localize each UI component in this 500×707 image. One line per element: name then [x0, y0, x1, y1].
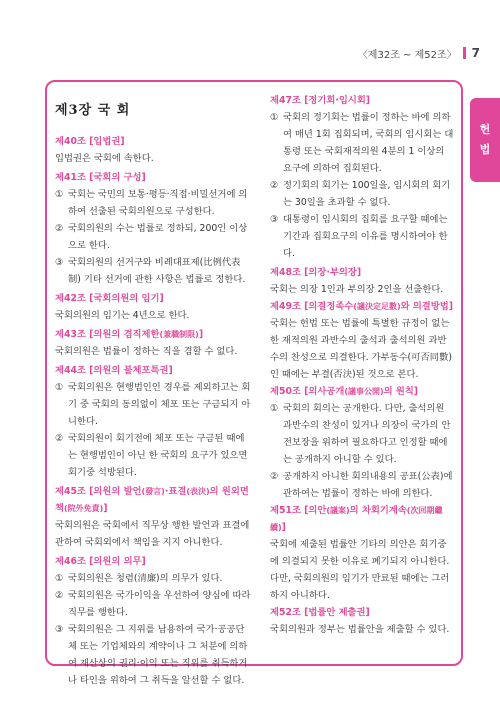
hanja-annotation: (議決定足數)	[353, 302, 401, 311]
article-range: 〈제32조 ~ 제52조〉	[357, 49, 457, 61]
section-tab-label-1: 헌	[479, 123, 491, 136]
clause	[55, 621, 252, 689]
clause-number: ①	[270, 112, 279, 123]
article-title: 제46조 [의원의 의무]	[55, 556, 146, 567]
article-title: 제48조 [의장·부의장]	[270, 267, 362, 278]
hanja-annotation: (發言)	[141, 487, 165, 496]
article-title-part: ·표결	[164, 486, 187, 497]
clause-number: ②	[270, 471, 279, 482]
clause	[270, 468, 454, 502]
clause-text: 국회의 정기회는 법률이 정하는 바에 의하여 매년 1회 집회되며, 국회의 임시회는 대통령 또는 국회재적의원 4분의 1 이상의 요구에 의하여 집회된다.	[283, 112, 454, 174]
chapter-title: 제3장 국 회	[55, 103, 131, 118]
clause	[55, 430, 252, 481]
clause-number: ③	[55, 624, 64, 635]
header-divider	[463, 47, 466, 59]
article-title	[270, 502, 454, 536]
clause	[270, 211, 454, 262]
article-title-end: ]	[198, 329, 204, 340]
article-title: 제41조 [국회의 구성]	[55, 172, 146, 183]
clause-text: 정기회의 회기는 100일을, 임시회의 회기는 30일을 초과할 수 없다.	[283, 180, 451, 208]
article-title-part: 의 차회기계속	[349, 505, 407, 516]
clause-number: ①	[55, 189, 64, 200]
article-title-end: 와 의결방법]	[400, 301, 453, 312]
clause	[270, 400, 454, 468]
article-title	[55, 326, 252, 343]
article-title-main: 제50조 [의사공개	[270, 386, 345, 397]
clause	[270, 109, 454, 177]
clause-number: ③	[55, 257, 64, 268]
article-body: 국회는 헌법 또는 법률에 특별한 규정이 없는 한 재적의원 과반수의 출석과 출석의원 과반수의 찬성으로 의결한다. 가부동수(可否同數)인 때에는 부결(否決)된 것으로 본다.	[270, 318, 452, 380]
clause	[55, 220, 252, 254]
hanja-annotation: (院外免責)	[63, 504, 104, 513]
clause-number: ②	[55, 590, 64, 601]
article-body: 국회의원은 국회에서 직무상 행한 발언과 표결에 관하여 국회외에서 책임을 지지 아니한다.	[55, 520, 250, 548]
article-title-main: 제49조 [의결정족수	[270, 301, 354, 312]
article-body: 국회의원의 임기는 4년으로 한다.	[55, 310, 190, 321]
article-title: 제47조 [정기회·임시회]	[270, 95, 371, 106]
clause-text: 국회의원은 현행범인인 경우를 제외하고는 회기 중 국회의 동의없이 체포 또는 구금되지 아니한다.	[68, 382, 251, 427]
clause-text: 공개하지 아니한 회의내용의 공표(公表)에 관하여는 법률이 정하는 바에 의한다.	[283, 471, 453, 499]
hanja-annotation: (議事公開)	[344, 387, 384, 396]
clause	[55, 254, 252, 288]
clause-text: 국회의원은 그 지위를 남용하여 국가·공공단체 또는 기업체와의 계약이나 그 처분에 의하여 재산상의 권리·이익 또는 직위를 취득하거나 타인을 위하여 그 취득을 알선할 수 없다.	[68, 624, 248, 686]
clause-number: ①	[55, 382, 64, 393]
left-column	[55, 92, 252, 689]
article-title	[270, 298, 454, 315]
clause-text: 국회의원이 회기전에 체포 또는 구금된 때에는 현행범인이 아닌 한 국회의 요구가 있으면 회기중 석방된다.	[68, 433, 248, 478]
article-title: 제40조 [입법권]	[55, 136, 125, 147]
article-title: 제44조 [의원의 불체포특권]	[55, 365, 173, 376]
clause-number: ②	[55, 223, 64, 234]
clause-number: ①	[55, 573, 64, 584]
clause-text: 국회의원은 청렴(清廉)의 의무가 있다.	[68, 573, 223, 584]
article-body: 국회는 의장 1인과 부의장 2인을 선출한다.	[270, 284, 444, 295]
clause	[55, 570, 252, 587]
clause-number: ②	[55, 433, 64, 444]
clause-number: ②	[270, 180, 279, 191]
article-title	[55, 483, 252, 517]
clause-text: 국회의 회의는 공개한다. 다만, 출석의원 과반수의 찬성이 있거나 의장이 국가의 안전보장을 위하여 필요하다고 인정할 때에는 공개하지 아니할 수 있다.	[283, 403, 451, 465]
article-title-main: 제45조 [의원의 발언	[55, 486, 142, 497]
section-tab-label-2: 법	[479, 143, 491, 156]
clause	[270, 177, 454, 211]
clause	[55, 186, 252, 220]
article-title-main: 제51조 [의안	[270, 505, 327, 516]
article-body: 국회에 제출된 법률안 기타의 의안은 회기중에 의결되지 못한 이유로 폐기되지 아니한다. 다만, 국회의원의 임기가 만료된 때에는 그러하지 아니하다.	[270, 539, 450, 601]
clause-text: 국회의원의 선거구와 비례대표제(比例代表制) 기타 선거에 관한 사항은 법률로 정한다.	[68, 257, 246, 285]
article-body: 국회의원은 법률이 정하는 직을 겸할 수 없다.	[55, 346, 238, 357]
article-title-end: ]	[281, 522, 286, 533]
article-body: 입법권은 국회에 속한다.	[55, 153, 154, 164]
hanja-annotation: (兼職制限)	[159, 330, 199, 339]
clause	[55, 379, 252, 430]
article-title-end: 의 원칙]	[383, 386, 419, 397]
article-title: 제52조 [법률안 제출권]	[270, 607, 370, 618]
clause-text: 국회는 국민의 보통·평등·직접·비밀선거에 의하여 선출된 국회의원으로 구성한다.	[68, 189, 248, 217]
right-column	[270, 92, 454, 638]
hanja-annotation: (次回期繼續)	[270, 506, 443, 532]
hanja-annotation: (議案)	[326, 506, 350, 515]
article-title-main: 제43조 [의원의 겸직제한	[55, 329, 160, 340]
article-title: 제42조 [국회의원의 임기]	[55, 293, 164, 304]
article-title-end: ]	[103, 503, 108, 514]
page-number: 7	[471, 46, 480, 60]
page-header	[358, 46, 480, 60]
article-title	[270, 383, 454, 400]
clause-number: ③	[270, 214, 279, 225]
article-body: 국회의원과 정부는 법률안을 제출할 수 있다.	[270, 624, 450, 635]
clause-text: 대통령이 임시회의 집회를 요구할 때에는 기간과 집회요구의 이유를 명시하여야 한다.	[283, 214, 448, 259]
section-tab[interactable]	[470, 98, 500, 182]
hanja-annotation: (表決)	[186, 487, 210, 496]
clause-number: ①	[270, 403, 279, 414]
clause	[55, 587, 252, 621]
article-title-part: 의 원외면책	[55, 486, 249, 514]
clause-text: 국회의원은 국가이익을 우선하여 양심에 따라 직무를 행한다.	[68, 590, 251, 618]
clause-text: 국회의원의 수는 법률로 정하되, 200인 이상으로 한다.	[68, 223, 248, 251]
